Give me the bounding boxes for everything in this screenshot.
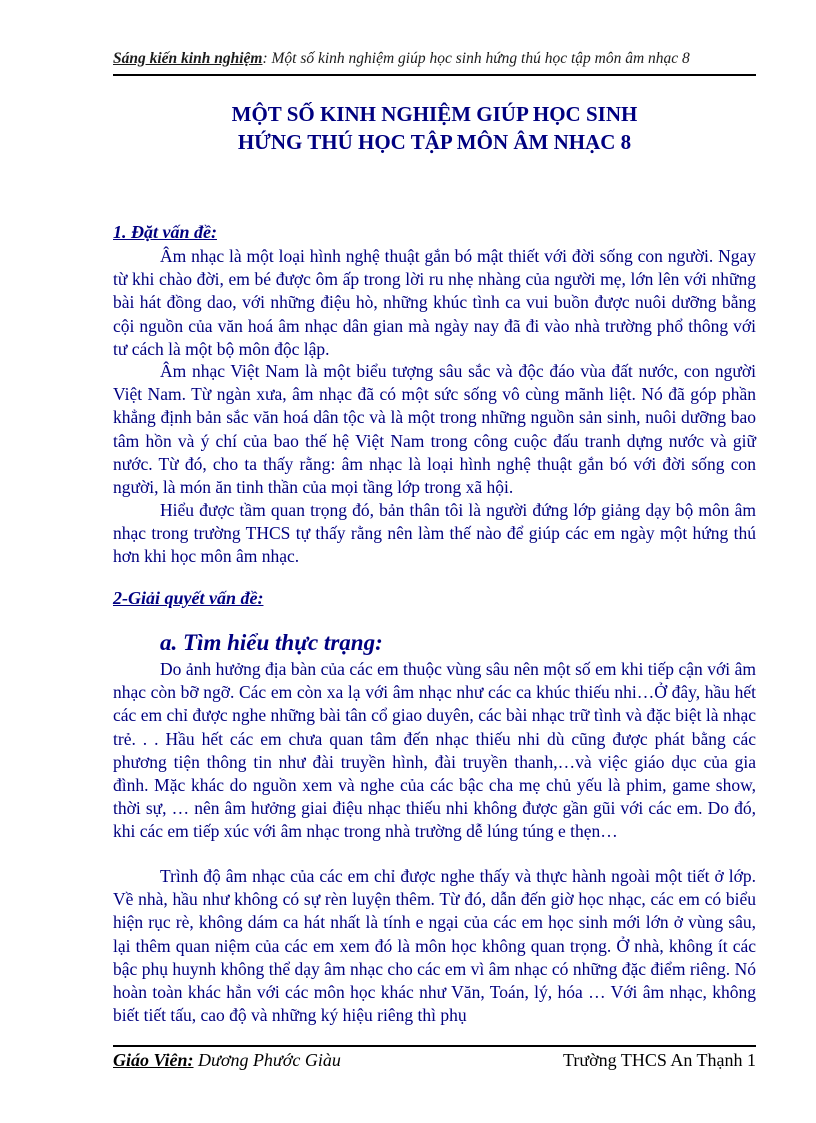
teacher-label: Giáo Viên: [113,1050,194,1070]
section-1-heading: 1. Đặt vấn đề: [113,222,217,242]
section-1-paragraph: Hiểu được tầm quan trọng đó, bản thân tôi là người đứng lớp giảng dạy bộ môn âm nhạc trong trường THCS tự thấy rằng nên làm thế nào để giúp các em ngày một hứng thú hơn khi học môn âm nhạc. [113,500,756,567]
section-1-paragraph: Âm nhạc Việt Nam là một biểu tượng sâu sắc và độc đáo vùa đất nước, con người Việt Nam. Từ ngàn xưa, âm nhạc đã có một sức sống vô cùng mãnh liệt. Nó đã góp phần khẳng định bản sắc văn hoá dân tộc và là một trong những nguồn sản sinh, nuôi dưỡng bao tâm hồn và ý chí của bao thế hệ Việt Nam trong công cuộc đấu tranh dựng nước và giữ nước. Từ đó, cho ta thấy rằng: âm nhạc là loại hình nghệ thuật gắn bó với đời sống con người, là món ăn tinh thần của mọi tầng lớp trong xã hội. [113,361,756,498]
subsection-a-heading: a. Tìm hiểu thực trạng: [160,630,383,655]
teacher-name: Dương Phước Giàu [198,1050,341,1070]
page-footer [113,1050,756,1071]
title-line-1: MỘT SỐ KINH NGHIỆM GIÚP HỌC SINH [231,102,638,126]
section-2-paragraph: Trình độ âm nhạc của các em chỉ được nghe thấy và thực hành ngoài một tiết ở lớp. Về nhà, hầu như không có sự rèn luyện thêm. Từ đó, dẫn đến giờ học nhạc, các em có biểu hiện rục rè, không dám ca hát nhất là tính e ngại của các em học sinh mới lớn ở vùng sâu, lại thêm quan niệm của các em xem đó là môn học không quan trọng. Ở nhà, không ít các bậc phụ huynh không thể dạy âm nhạc cho các em vì âm nhạc có những đặc điểm riêng. Nó hoàn toàn khác hẳn với các môn học khác như Văn, Toán, lý, hóa … Với âm nhạc, không biết tiết tấu, cao độ và những ký hiệu riêng thì phụ [113,866,756,1026]
school-name: Trường THCS An Thạnh 1 [563,1050,756,1070]
footer-divider [113,1045,756,1047]
page-header [113,50,753,68]
section-2-heading: 2-Giải quyết vấn đề: [113,588,264,608]
section-2-paragraph: Do ảnh hưởng địa bàn của các em thuộc vùng sâu nên một số em khi tiếp cận với âm nhạc còn bỡ ngỡ. Các em còn xa lạ với âm nhạc như các ca khúc thiếu nhi…Ở đây, hầu hết các em chỉ được nghe những bài tân cổ giao duyên, các bài nhạc trữ tình và đặc biệt là nhạc trẻ. . . Hầu hết các em chưa quan tâm đến nhạc thiếu nhi dù cũng được phát bằng các phương tiện thông tin như đài truyền hình, đài truyền thanh,…và việc giáo dục của gia đình. Mặc khác do nguồn xem và nghe của các bậc cha mẹ chủ yếu là phim, game show, thời sự, … nên âm hưởng giai điệu nhạc thiếu nhi không được gần gũi với các em. Do đó, khi các em tiếp xúc với âm nhạc trong nhà trường dễ lúng túng e thẹn… [113,659,756,842]
title-line-2: HỨNG THÚ HỌC TẬP MÔN ÂM NHẠC 8 [237,130,632,154]
section-1-paragraph: Âm nhạc là một loại hình nghệ thuật gắn bó mật thiết với đời sống con người. Ngay từ khi chào đời, em bé được ôm ấp trong lời ru nhẹ nhàng của người mẹ, lớn lên với những bài hát đồng dao, với những điệu hò, những khúc tình ca vui buồn được nuôi dưỡng bằng cội nguồn của văn hoá âm nhạc dân gian mà ngày nay đã đi vào nhà trường phổ thông với tư cách là một bộ môn độc lập. [113,246,756,359]
header-divider [113,74,756,76]
header-subtitle: : Một số kinh nghiệm giúp học sinh hứng thú học tập môn âm nhạc 8 [262,50,690,67]
document-title [113,100,756,156]
header-label: Sáng kiến kinh nghiệm [113,50,263,67]
